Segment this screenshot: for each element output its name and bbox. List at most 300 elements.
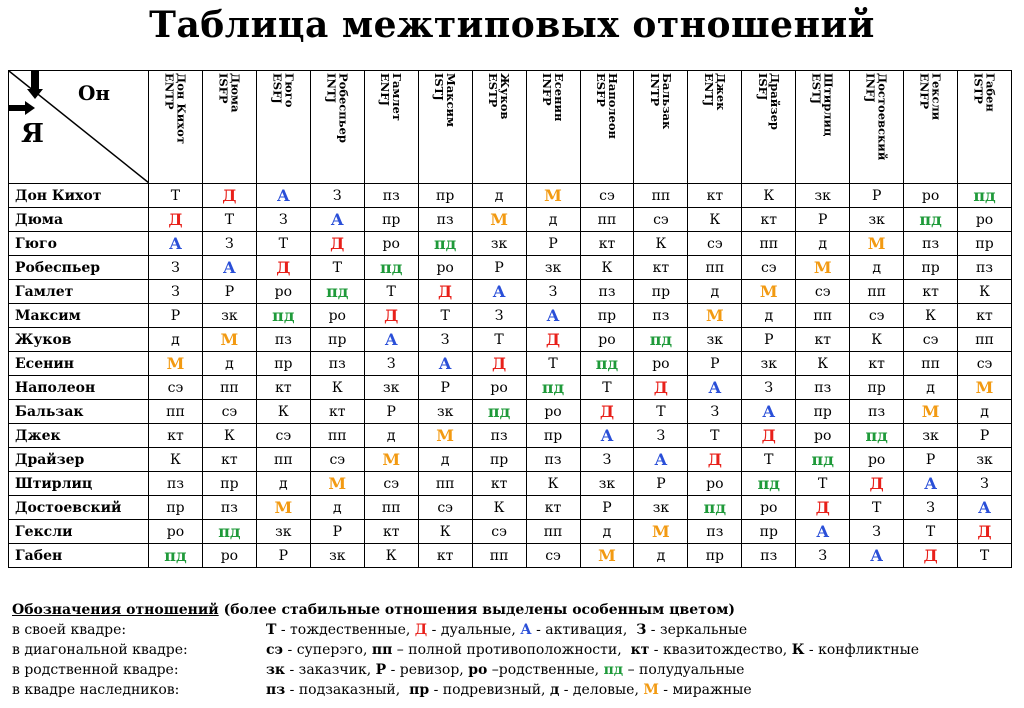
row-header: Максим xyxy=(9,304,149,328)
relation-cell: Р xyxy=(850,184,904,208)
relation-cell: пз xyxy=(418,208,472,232)
relation-cell: пп xyxy=(580,208,634,232)
relation-cell: Р xyxy=(796,208,850,232)
column-header-label xyxy=(757,73,781,177)
relation-cell: пр xyxy=(904,256,958,280)
column-type-code: ISTJ xyxy=(432,73,447,101)
relation-cell: Д xyxy=(202,184,256,208)
arrow-right-icon xyxy=(9,101,35,115)
relation-cell: К xyxy=(202,424,256,448)
column-type-name: Гамлет xyxy=(390,73,405,121)
relation-cell: пд xyxy=(472,400,526,424)
relation-cell: сэ xyxy=(256,424,310,448)
relation-cell: пп xyxy=(526,520,580,544)
relation-cell: З xyxy=(149,256,203,280)
table-row xyxy=(9,328,1012,352)
relation-cell: К xyxy=(256,400,310,424)
relation-cell: ро xyxy=(472,376,526,400)
relation-cell: Т xyxy=(796,472,850,496)
relation-cell: сэ xyxy=(526,544,580,568)
column-header xyxy=(202,71,256,184)
table-row xyxy=(9,544,1012,568)
legend-items xyxy=(266,680,1016,700)
relation-cell: пр xyxy=(634,280,688,304)
relation-cell: Р xyxy=(418,376,472,400)
relation-cell: ро xyxy=(850,448,904,472)
column-type-name: Наполеон xyxy=(605,73,620,139)
legend-code: пз xyxy=(266,682,286,698)
relation-cell: пз xyxy=(904,232,958,256)
column-header-label xyxy=(325,73,349,177)
relation-cell: Д xyxy=(796,496,850,520)
legend-code: кт xyxy=(630,642,650,658)
legend-row xyxy=(12,660,1016,680)
relation-cell: Д xyxy=(418,280,472,304)
relation-cell: Д xyxy=(310,232,364,256)
legend-category: в квадре наследников: xyxy=(12,682,180,698)
legend-code: зк xyxy=(266,662,286,678)
column-header-label xyxy=(595,73,619,177)
relation-cell: К xyxy=(364,544,418,568)
relation-cell: д xyxy=(364,424,418,448)
legend-category: в родственной квадре: xyxy=(12,662,179,678)
relation-cell: ро xyxy=(149,520,203,544)
column-type-code: ENTP xyxy=(162,73,177,110)
relation-cell: Р xyxy=(364,400,418,424)
relation-cell: пз xyxy=(472,424,526,448)
relation-cell: М xyxy=(958,376,1012,400)
relation-cell: пз xyxy=(850,400,904,424)
relation-cell: Т xyxy=(202,208,256,232)
relation-cell: пр xyxy=(742,520,796,544)
relation-cell: д xyxy=(202,352,256,376)
legend-description: – полудуальные xyxy=(623,662,745,678)
relation-cell: пд xyxy=(904,208,958,232)
relation-cell: зк xyxy=(256,520,310,544)
relation-cell: К xyxy=(742,184,796,208)
relation-cell: сэ xyxy=(418,496,472,520)
relation-cell: К xyxy=(634,232,688,256)
relation-cell: А xyxy=(634,448,688,472)
relation-cell: М xyxy=(472,208,526,232)
relation-cell: ро xyxy=(418,256,472,280)
relation-cell: пр xyxy=(688,544,742,568)
relation-cell: зк xyxy=(796,184,850,208)
column-header-label xyxy=(271,73,295,177)
row-axis-label: Я xyxy=(21,119,44,149)
relation-cell: М xyxy=(256,496,310,520)
relation-cell: кт xyxy=(418,544,472,568)
relation-cell: Т xyxy=(310,256,364,280)
row-header: Достоевский xyxy=(9,496,149,520)
column-header-label xyxy=(433,73,457,177)
relation-cell: К xyxy=(149,448,203,472)
relation-cell: пд xyxy=(850,424,904,448)
column-type-code: ENFJ xyxy=(378,73,393,106)
column-header xyxy=(742,71,796,184)
arrow-down-icon xyxy=(27,71,43,99)
legend-description: - дуальные, xyxy=(427,622,521,638)
relation-cell: д xyxy=(310,496,364,520)
relation-cell: д xyxy=(688,280,742,304)
relation-cell: кт xyxy=(580,232,634,256)
legend-code: пп xyxy=(371,642,393,658)
relation-cell: А xyxy=(526,304,580,328)
relation-cell: зк xyxy=(418,400,472,424)
relation-cell: пр xyxy=(149,496,203,520)
column-header xyxy=(256,71,310,184)
table-row xyxy=(9,232,1012,256)
relation-cell: К xyxy=(688,208,742,232)
relation-cell: пр xyxy=(796,400,850,424)
relation-cell: Р xyxy=(202,280,256,304)
relation-cell: пп xyxy=(688,256,742,280)
relation-cell: Р xyxy=(580,496,634,520)
relation-cell: З xyxy=(958,472,1012,496)
relation-cell: Д xyxy=(364,304,418,328)
relation-cell: М xyxy=(364,448,418,472)
relation-cell: пз xyxy=(526,448,580,472)
relation-cell: Д xyxy=(472,352,526,376)
column-type-code: INTJ xyxy=(324,73,339,103)
relation-cell: пр xyxy=(364,208,418,232)
row-header: Джек xyxy=(9,424,149,448)
relation-cell: д xyxy=(904,376,958,400)
relation-cell: пп xyxy=(310,424,364,448)
relation-cell: ро xyxy=(310,304,364,328)
relation-cell: пр xyxy=(310,328,364,352)
legend-code: М xyxy=(643,682,659,698)
relation-cell: пп xyxy=(418,472,472,496)
relation-cell: З xyxy=(688,400,742,424)
row-header: Штирлиц xyxy=(9,472,149,496)
relation-cell: пд xyxy=(580,352,634,376)
relation-cell: пп xyxy=(149,400,203,424)
relation-cell: кт xyxy=(904,280,958,304)
relation-cell: М xyxy=(742,280,796,304)
legend-code: Т xyxy=(266,622,277,638)
column-header xyxy=(418,71,472,184)
table-row xyxy=(9,256,1012,280)
relation-cell: Р xyxy=(904,448,958,472)
relation-cell: ро xyxy=(202,544,256,568)
relation-cell: Р xyxy=(742,328,796,352)
row-header: Жуков xyxy=(9,328,149,352)
column-type-name: Гюго xyxy=(282,73,297,108)
column-header-label xyxy=(379,73,403,177)
relation-cell: д xyxy=(256,472,310,496)
column-header xyxy=(149,71,203,184)
relation-cell: пз xyxy=(364,184,418,208)
relation-cell: Р xyxy=(958,424,1012,448)
relation-cell: А xyxy=(418,352,472,376)
relation-cell: пп xyxy=(256,448,310,472)
relation-cell: пп xyxy=(202,376,256,400)
relation-cell: ро xyxy=(796,424,850,448)
column-header-label xyxy=(919,73,943,177)
table-row xyxy=(9,472,1012,496)
relation-cell: Т xyxy=(742,448,796,472)
relation-cell: А xyxy=(958,496,1012,520)
legend-note: (более стабильные отношения выделены особенным цветом) xyxy=(223,602,735,618)
relation-cell: пр xyxy=(256,352,310,376)
relation-cell: Т xyxy=(580,376,634,400)
table-row xyxy=(9,496,1012,520)
relation-cell: Д xyxy=(256,256,310,280)
relation-cell: Р xyxy=(688,352,742,376)
relation-cell: сэ xyxy=(742,256,796,280)
relation-cell: зк xyxy=(904,424,958,448)
relation-cell: З xyxy=(364,352,418,376)
relation-cell: Д xyxy=(580,400,634,424)
relation-cell: М xyxy=(418,424,472,448)
relation-cell: д xyxy=(796,232,850,256)
column-header xyxy=(310,71,364,184)
legend-description: - активация, xyxy=(531,622,637,638)
relation-cell: З xyxy=(310,184,364,208)
legend-code: Р xyxy=(375,662,387,678)
relation-cell: А xyxy=(904,472,958,496)
relation-cell: З xyxy=(149,280,203,304)
column-type-name: Дон Кихот xyxy=(174,73,189,144)
table-row xyxy=(9,304,1012,328)
relation-cell: пр xyxy=(850,376,904,400)
relation-cell: Т xyxy=(850,496,904,520)
relation-cell: кт xyxy=(310,400,364,424)
table-row xyxy=(9,280,1012,304)
column-header xyxy=(364,71,418,184)
relation-cell: Т xyxy=(634,400,688,424)
relation-cell: пд xyxy=(634,328,688,352)
column-header-label xyxy=(217,73,241,177)
column-header xyxy=(904,71,958,184)
legend-code: пд xyxy=(603,662,624,678)
relation-cell: Т xyxy=(526,352,580,376)
relation-cell: пр xyxy=(472,448,526,472)
column-header xyxy=(634,71,688,184)
relation-cell: Р xyxy=(526,232,580,256)
legend-code: ро xyxy=(468,662,488,678)
relation-cell: пд xyxy=(742,472,796,496)
relation-cell: пз xyxy=(958,256,1012,280)
row-header: Гюго xyxy=(9,232,149,256)
table-row xyxy=(9,448,1012,472)
relation-cell: К xyxy=(526,472,580,496)
column-header-label xyxy=(487,73,511,177)
relation-cell: кт xyxy=(850,352,904,376)
relation-cell: А xyxy=(850,544,904,568)
row-header: Бальзак xyxy=(9,400,149,424)
relation-cell: М xyxy=(149,352,203,376)
relation-cell: К xyxy=(850,328,904,352)
relation-cell: М xyxy=(796,256,850,280)
relation-cell: З xyxy=(256,208,310,232)
column-type-name: Робеспьер xyxy=(336,73,351,143)
relation-cell: А xyxy=(202,256,256,280)
relation-cell: Д xyxy=(958,520,1012,544)
relation-cell: З xyxy=(796,544,850,568)
row-header: Наполеон xyxy=(9,376,149,400)
relation-cell: К xyxy=(904,304,958,328)
relation-cell: Д xyxy=(634,376,688,400)
page-title: Таблица межтиповых отношений xyxy=(149,4,875,46)
relation-cell: Т xyxy=(472,328,526,352)
relation-cell: пз xyxy=(688,520,742,544)
relation-cell: К xyxy=(580,256,634,280)
column-type-code: ENFP xyxy=(917,73,932,110)
relation-cell: д xyxy=(149,328,203,352)
relation-cell: зк xyxy=(364,376,418,400)
relation-cell: д xyxy=(472,184,526,208)
relation-cell: ро xyxy=(904,184,958,208)
relation-cell: пр xyxy=(526,424,580,448)
relation-cell: М xyxy=(202,328,256,352)
relation-cell: Д xyxy=(904,544,958,568)
relation-cell: М xyxy=(850,232,904,256)
relation-cell: д xyxy=(634,544,688,568)
legend-code: А xyxy=(520,622,532,638)
relation-cell: М xyxy=(310,472,364,496)
column-header-label xyxy=(649,73,673,177)
column-header xyxy=(850,71,904,184)
legend-title: Обозначения отношений xyxy=(12,602,219,618)
legend-row xyxy=(12,680,1016,700)
column-type-name: Габен xyxy=(983,73,998,112)
column-type-code: ISFJ xyxy=(755,73,770,101)
table-header-row xyxy=(9,71,1012,184)
column-type-name: Бальзак xyxy=(659,73,674,130)
relation-cell: А xyxy=(149,232,203,256)
table-row xyxy=(9,424,1012,448)
column-type-name: Жуков xyxy=(498,73,513,120)
column-header xyxy=(958,71,1012,184)
relation-cell: А xyxy=(796,520,850,544)
legend-items xyxy=(266,660,1016,680)
relation-cell: пд xyxy=(688,496,742,520)
table-corner xyxy=(9,71,149,184)
relation-cell: К xyxy=(418,520,472,544)
relation-cell: зк xyxy=(688,328,742,352)
legend-code: К xyxy=(791,642,805,658)
relation-cell: зк xyxy=(742,352,796,376)
column-type-name: Штирлиц xyxy=(821,73,836,137)
relation-cell: пп xyxy=(472,544,526,568)
column-type-code: ISFP xyxy=(216,73,231,104)
relation-cell: пп xyxy=(904,352,958,376)
relation-cell: пд xyxy=(256,304,310,328)
relation-cell: зк xyxy=(526,256,580,280)
column-header xyxy=(796,71,850,184)
column-type-code: INFP xyxy=(540,73,555,106)
relation-cell: кт xyxy=(526,496,580,520)
relation-cell: З xyxy=(742,376,796,400)
relation-cell: Д xyxy=(149,208,203,232)
relation-cell: пз xyxy=(202,496,256,520)
relation-cell: кт xyxy=(202,448,256,472)
relation-cell: Р xyxy=(256,544,310,568)
relation-cell: зк xyxy=(958,448,1012,472)
column-header-label xyxy=(541,73,565,177)
relation-cell: сэ xyxy=(904,328,958,352)
legend-description: –родственные, xyxy=(487,662,604,678)
relation-cell: сэ xyxy=(796,280,850,304)
relation-cell: Т xyxy=(418,304,472,328)
relation-cell: пр xyxy=(418,184,472,208)
relation-cell: Т xyxy=(958,544,1012,568)
relation-cell: З xyxy=(580,448,634,472)
column-type-name: Дюма xyxy=(228,73,243,113)
relation-cell: пд xyxy=(364,256,418,280)
relation-cell: д xyxy=(742,304,796,328)
relation-cell: пр xyxy=(202,472,256,496)
column-type-code: ESTP xyxy=(486,73,501,108)
legend-items xyxy=(266,640,1016,660)
column-type-name: Есенин xyxy=(552,73,567,122)
table-body xyxy=(9,184,1012,568)
column-type-code: ENTJ xyxy=(701,73,716,107)
relation-cell: Р xyxy=(310,520,364,544)
table-row xyxy=(9,520,1012,544)
relation-cell: сэ xyxy=(364,472,418,496)
relation-cell: кт xyxy=(688,184,742,208)
row-header: Робеспьер xyxy=(9,256,149,280)
relation-cell: д xyxy=(526,208,580,232)
relation-cell: кт xyxy=(256,376,310,400)
table-row xyxy=(9,184,1012,208)
legend-description: - заказчик, xyxy=(285,662,376,678)
relation-cell: кт xyxy=(149,424,203,448)
relation-cell: пд xyxy=(526,376,580,400)
relation-cell: А xyxy=(310,208,364,232)
relation-cell: кт xyxy=(472,472,526,496)
relation-cell: пз xyxy=(310,352,364,376)
relation-cell: Р xyxy=(472,256,526,280)
relation-cell: пз xyxy=(742,544,796,568)
relation-cell: ро xyxy=(580,328,634,352)
relation-cell: кт xyxy=(796,328,850,352)
relation-cell: ро xyxy=(634,352,688,376)
legend-rows xyxy=(12,620,1016,700)
relation-cell: М xyxy=(688,304,742,328)
relation-cell: зк xyxy=(580,472,634,496)
row-header: Дюма xyxy=(9,208,149,232)
table-row xyxy=(9,376,1012,400)
relation-cell: Т xyxy=(364,280,418,304)
relation-cell: З xyxy=(850,520,904,544)
relation-cell: Д xyxy=(688,448,742,472)
relation-cell: ро xyxy=(364,232,418,256)
legend-description: - ревизор, xyxy=(386,662,469,678)
relation-cell: кт xyxy=(742,208,796,232)
column-type-code: ESFP xyxy=(593,73,608,107)
relation-cell: зк xyxy=(202,304,256,328)
relation-cell: д xyxy=(580,520,634,544)
relation-cell: пп xyxy=(364,496,418,520)
relation-cell: пд xyxy=(958,184,1012,208)
column-axis-label: Он xyxy=(77,81,110,105)
relation-cell: ро xyxy=(526,400,580,424)
column-type-name: Драйзер xyxy=(767,73,782,130)
relation-cell: сэ xyxy=(850,304,904,328)
relation-cell: пд xyxy=(418,232,472,256)
relation-cell: Т xyxy=(904,520,958,544)
relation-cell: А xyxy=(688,376,742,400)
relation-cell: сэ xyxy=(580,184,634,208)
relation-cell: А xyxy=(742,400,796,424)
legend-heading xyxy=(12,600,1016,620)
column-header-label xyxy=(703,73,727,177)
relation-cell: зк xyxy=(850,208,904,232)
